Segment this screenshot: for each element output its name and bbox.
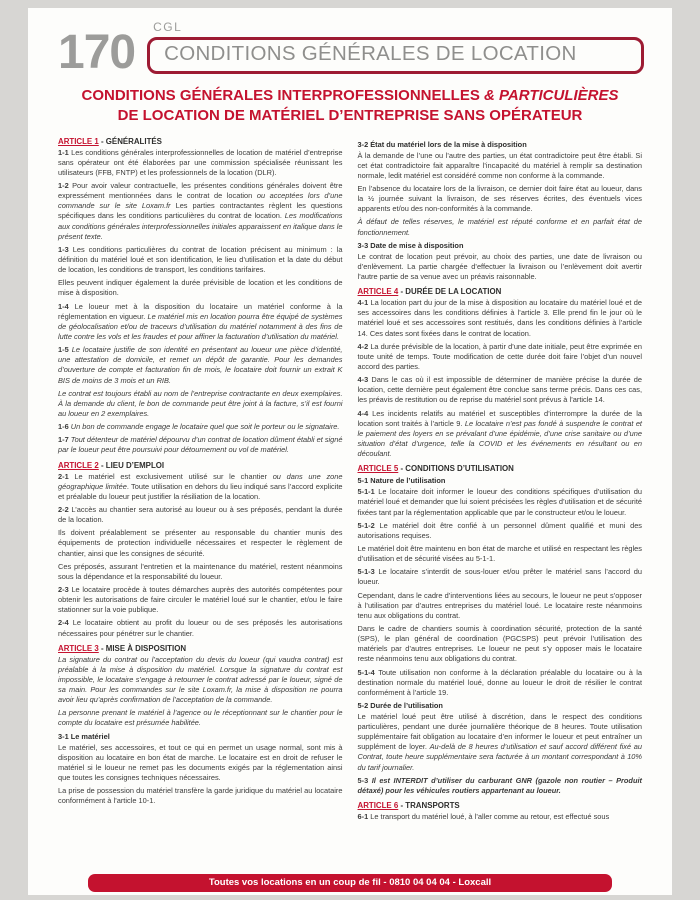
text-segment: 1-4 [58, 301, 75, 311]
paragraph [58, 345, 343, 386]
text-segment: Les parties contractantes règlent les questions spécifiques dans les conditions particulières du contrat de location. [58, 201, 343, 221]
text-segment: Le locataire obtient au profit du loueur ou de ses préposés les autorisations nécessaires pour pénétrer sur le chantier. [58, 618, 343, 638]
article-title: - MISE À DISPOSITION [98, 643, 187, 653]
text-segment: ou acceptées lors d’une commande sur le site Loxam.fr [58, 191, 343, 211]
paragraph [58, 389, 343, 419]
text-segment: 4-2 [357, 341, 371, 351]
text-segment: Les modifications aux conditions générales interprofessionnelles initiales apparaissent en italique dans le présent texte. [58, 211, 343, 241]
text-segment: Elles peuvent indiquer également la durée prévisible de location et les conditions de mise à disposition. [58, 278, 343, 298]
article-number: ARTICLE 6 [357, 801, 399, 811]
paragraph [358, 487, 643, 517]
paragraph [358, 812, 643, 822]
text-segment: . Toute utilisation en dehors du lieu indiqué sans l’accord explicite et préalable du loueur peut justifier la résiliation de la location. [58, 481, 343, 501]
text-segment: Au-delà de 8 heures d’utilisation et sauf accord différent fixé au Contrat, toute heure supplémentaire sera facturée à un montant correspondant à 10% du tarif journalier. [357, 742, 642, 772]
paragraph [358, 409, 643, 460]
article-heading [58, 644, 343, 653]
paragraph [58, 245, 343, 275]
text-segment: Le matériel doit être maintenu en bon état de marche et utilisé en respectant les règles d’utilisation et de sécurité visées au 5-1-1. [357, 543, 642, 564]
paragraph [358, 591, 643, 621]
paragraph [358, 151, 643, 181]
text-segment: La durée prévisible de la location, à partir d’une date initiale, peut être exprimée en toute unité de temps. Toute modification de cette durée doit faire l’objet d’un nouvel accord des parties. [357, 341, 642, 371]
article-number: ARTICLE 4 [357, 287, 399, 297]
paragraph [58, 148, 343, 178]
text-segment: Le contrat de location peut prévoir, au choix des parties, une date de livraison ou d’enlèvement. La partie chargée d’effectuer la livraison ou l’enlèvement doit avertir l’autre partie de sa venue avec un préavis raisonnable. [357, 251, 642, 281]
header-right [147, 20, 644, 74]
paragraph [358, 184, 643, 214]
article-heading [58, 137, 343, 146]
text-segment: 1-3 [58, 244, 73, 254]
paragraph [58, 562, 343, 582]
text-segment: 5-1-3 [357, 567, 379, 577]
sub-heading: 3-3 Date de mise à disposition [357, 240, 464, 250]
text-segment: Le matériel doit être confié à un personnel dûment qualifié et muni des autorisations requises. [357, 520, 642, 540]
article-title: - TRANSPORTS [398, 801, 460, 811]
paragraph [358, 712, 643, 773]
paragraph [58, 618, 343, 638]
text-segment: Cependant, dans le cadre d’interventions liées au secours, le loueur ne peut s’opposer à l’utilisation par d’autres entreprises du matériel loué. Le locataire reste néanmoins tenu aux obligations du contrat. [357, 590, 642, 620]
paragraph [58, 708, 343, 728]
text-segment: 1-5 [58, 345, 72, 355]
text-segment: La prise de possession du matériel transfère la garde juridique du matériel au locataire conformément à l’article 10-1. [58, 786, 343, 806]
heading-line2: DE LOCATION DE MATÉRIEL D’ENTREPRISE SANS OPÉRATEUR [117, 106, 583, 124]
text-segment: Dans le cas où il est impossible de déterminer de manière précise la durée de location, cette dernière peut également être conclue sans terme précis. Dans ces cas, les préavis de restitution ou de reprise du matériel sont prévus à l’article 14. [357, 375, 642, 405]
text-segment: Le locataire n’est pas fondé à suspendre le contrat et le paiement des loyers en se prévalant d’une épidémie, d’une crise sanitaire ou d’une situation d’état d’urgence, telle la COVID et les événements en résultant ou en découlant. [357, 418, 642, 459]
heading-line1-italic: & PARTICULIÈRES [484, 87, 619, 104]
banner-title: CONDITIONS GÉNÉRALES DE LOCATION [164, 42, 577, 65]
heading-line1: CONDITIONS GÉNÉRALES INTERPROFESSIONNELLES [81, 87, 485, 104]
left-column [58, 137, 343, 870]
page-number: 170 [58, 25, 136, 79]
text-segment: Les conditions particulières du contrat de location précisent au minimum : la définition du matériel loué et son identification, le lieu d’utilisation et la date du début de location, les conditions de transport, les conditions tarifaires. [58, 244, 343, 275]
text-segment: Le matériel, ses accessoires, et tout ce qui en permet un usage normal, sont mis à disposition au locataire en bon état de marche. Le locataire est en droit de refuser le matériel si le loueur ne remet pas les documents exigés par la réglementation ainsi que toutes les consignes techniques nécessaires. [58, 742, 343, 783]
article-title: - LIEU D’EMPLOI [98, 460, 165, 470]
text-segment: 5-1-1 [357, 487, 379, 497]
text-segment: ou dans une zone géographique limitée [58, 471, 343, 491]
paragraph [358, 567, 643, 587]
text-segment: Il est INTERDIT d’utiliser du carburant GNR (gazole non routier – Produit détaxé) pour les véhicules routiers appartenant au loueur. [357, 775, 642, 795]
article-title: - CONDITIONS D’UTILISATION [398, 464, 514, 474]
text-segment: 2-1 [58, 471, 75, 481]
article-heading [358, 801, 643, 810]
paragraph [358, 668, 643, 698]
article-number: ARTICLE 1 [58, 136, 99, 146]
paragraph [358, 252, 643, 282]
article-number: ARTICLE 3 [58, 643, 99, 653]
sub-heading: 3-2 État du matériel lors de la mise à disposition [357, 139, 527, 149]
text-segment: Le loueur met à la disposition du locataire un matériel conforme à la réglementation en vigueur. [58, 301, 343, 321]
text-segment: Le matériel loué peut être utilisé à discrétion, dans le respect des conditions particulières, pendant une durée journalière théorique de 8 heures. Toute utilisation supplémentaire fait obligation au locataire d’en informer le loueur et peut entraîner un supplément de loyer. [357, 711, 642, 752]
text-segment: Le locataire s’interdit de sous-louer et/ou prêter le matériel sans l’accord du loueur. [357, 567, 642, 587]
paragraph [358, 624, 643, 665]
sub-heading: 3-1 Le matériel [58, 731, 110, 741]
paragraph [58, 181, 343, 242]
paragraph [358, 544, 643, 564]
paragraph [358, 776, 643, 796]
text-segment: 5-1-4 [357, 667, 379, 677]
text-segment: 1-1 [58, 147, 72, 157]
text-segment: 4-4 [357, 408, 373, 418]
text-segment: La signature du contrat ou l’acceptation du devis du loueur (qui vaudra contrat) est préalable à la mise à disposition du matériel. Lorsque la signature du contrat est impossible, le locataire s’engage à retourner le contrat adressé par le loueur, signé de sa main. Pour les commandes sur le site Loxam.fr, la mise à disposition ne pourra avoir lieu qu’après confirmation de l’acceptation de la commande. [58, 654, 343, 705]
section-tag: CGL [153, 20, 183, 34]
paragraph [358, 298, 643, 339]
banner-box [147, 37, 644, 74]
text-segment: 2-2 [58, 504, 72, 514]
paragraph [58, 655, 343, 706]
text-segment: Pour avoir valeur contractuelle, les présentes conditions générales doivent être expressément mentionnées dans le contrat de location [58, 181, 343, 201]
text-segment: La personne prenant le matériel à l’agence ou le réceptionnant sur le chantier pour le compte du locataire est présumée habilitée. [58, 708, 343, 728]
text-segment: À défaut de telles réserves, le matériel est réputé conforme et en parfait état de fonctionnement. [357, 217, 642, 237]
catalog-page [28, 8, 672, 895]
text-segment: À la demande de l’une ou l’autre des parties, un état contradictoire peut être établi. Si cet état contradictoire fait apparaître l’incapacité du matériel à remplir sa destination normale, ledit matériel est considéré comme non conforme à la commande. [357, 150, 642, 180]
paragraph [358, 217, 643, 237]
paragraph [58, 472, 343, 502]
paragraph [358, 521, 643, 541]
text-segment: En l’absence du locataire lors de la livraison, ce dernier doit faire état au loueur, dans la ½ journée suivant la livraison, de ses réserves écrites, des éventuels vices apparents et/ou des non-conformités à la commande. [357, 184, 642, 214]
text-segment: La location part du jour de la mise à disposition au locataire du matériel loué et de ses accessoires dans les conditions définies à l’article 3. Elle prend fin le jour où le matériel loué et ses accessoires sont restitués, dans les conditions définies à l’article 14. Ces dates sont fixées dans le contrat de location. [357, 298, 642, 338]
text-segment: Toute utilisation non conforme à la déclaration préalable du locataire ou à la destination normale du matériel loué, donne au loueur le droit de résilier le contrat conformément à l’article 19. [357, 667, 642, 697]
article-heading [358, 464, 643, 473]
text-segment: Le locataire procède à toutes démarches auprès des autorités compétentes pour obtenir les autorisations de faire circuler le matériel loué sur le chantier, et/ou le faire stationner sur la voie publique. [58, 584, 343, 615]
paragraph [358, 342, 643, 372]
text-segment: 1-2 [58, 181, 73, 191]
text-segment: 5-1-2 [357, 520, 380, 530]
text-segment: 6-1 [357, 812, 371, 822]
text-segment: Le matériel est exclusivement utilisé sur le chantier [74, 471, 273, 481]
text-segment: 2-4 [58, 618, 73, 628]
main-heading [28, 86, 672, 126]
text-segment: Le locataire doit informer le loueur des conditions spécifiques d’utilisation du matériel loué et demander que lui soient précisées les règles d’utilisation et de sécurité fixées tant par la réglementation applicable que par le constructeur et/ou le loueur. [357, 487, 642, 517]
text-segment: Ils doivent préalablement se présenter au responsable du chantier munis des équipements de protection individuelle nécessaires et respecter le règlement de chantier, ainsi que les consignes de sécurité. [58, 528, 343, 558]
paragraph [58, 278, 343, 298]
text-segment: Tout détenteur de matériel dépourvu d’un contrat de location dûment établi et signé par le loueur peut être poursuivi pour détournement ou vol de matériel. [58, 435, 343, 455]
paragraph [58, 302, 343, 343]
text-segment: Les incidents relatifs au matériel et susceptibles d’interrompre la durée de la location sont traités à l’article 9. [357, 408, 642, 428]
text-segment: 1-6 [58, 422, 71, 432]
article-number: ARTICLE 5 [357, 464, 399, 474]
article-number: ARTICLE 2 [58, 460, 99, 470]
text-segment: Un bon de commande engage le locataire quel que soit le porteur ou le signataire. [70, 422, 340, 432]
footer-phone-banner: Toutes vos locations en un coup de fil - 0810 04 04 04 - Loxcall [88, 874, 612, 892]
text-segment: Le transport du matériel loué, à l’aller comme au retour, est effectué sous [370, 812, 610, 822]
paragraph [358, 375, 643, 405]
article-heading [358, 287, 643, 296]
text-segment: 4-3 [357, 375, 372, 385]
paragraph [58, 422, 343, 432]
paragraph [58, 743, 343, 784]
right-column [358, 137, 643, 870]
article-heading [58, 461, 343, 470]
text-segment: 2-3 [58, 584, 72, 594]
paragraph [58, 528, 343, 558]
text-segment: Le locataire justifie de son identité en présentant au loueur une pièce d’identité, une attestation de domicile, et remet un dépôt de garantie. Pour les demandes d’ouverture de compte et facturation fin de mois, le locataire doit fournir un extrait K BIS de moins de 3 mois et un RIB. [58, 345, 343, 385]
text-segment: L’accès au chantier sera autorisé au loueur ou à ses préposés, pendant la durée de la location. [58, 504, 343, 525]
sub-heading: 5-2 Durée de l’utilisation [357, 700, 443, 710]
article-title: - DURÉE DE LA LOCATION [398, 287, 502, 297]
paragraph [58, 435, 343, 455]
text-segment: Le contrat est toujours établi au nom de l’entreprise contractante en deux exemplaires. À la demande du client, le bon de commande peut être joint à la facture, s’il est fourni au loueur en 2 exemplaires. [58, 388, 343, 418]
text-segment: 1-7 [58, 435, 71, 445]
sub-heading: 5-1 Nature de l’utilisation [357, 476, 446, 486]
text-segment: Dans le cadre de chantiers soumis à coordination sécurité, protection de la santé (SPS), le plan général de coordination (PGCSPS) peut prévoir l’utilisation des matériels par d’autres entreprises. Le loueur ne peut s’y opposer mais le locataire reste néanmoins tenu aux obligations du contrat. [357, 623, 642, 664]
article-title: - GÉNÉRALITÉS [98, 136, 162, 146]
text-segment: Ces préposés, assurant l’entretien et la maintenance du matériel, restent néanmoins sous la dépendance et la responsabilité du loueur. [58, 561, 343, 581]
paragraph [58, 786, 343, 806]
page-header [28, 8, 672, 79]
text-segment: Le matériel mis en location pourra être équipé de systèmes de géolocalisation et/ou de traceurs d’utilisation du matériel notamment à des fins de lutte contre les vols et les fraudes et pour affiner la facturation d’utilisation du matériel. [58, 311, 343, 341]
text-segment: 5-3 [357, 775, 372, 785]
text-segment: Les conditions générales interprofessionnelles de location de matériel d’entreprise sans opérateur ont été élaborées par une commission spécialisée réunissant les utilisateurs (FFB, FNTP) et les professionnels de la location (DLR). [58, 147, 343, 177]
paragraph [58, 585, 343, 615]
paragraph [58, 505, 343, 525]
text-segment: 4-1 [357, 298, 371, 308]
two-column-body [28, 126, 672, 870]
